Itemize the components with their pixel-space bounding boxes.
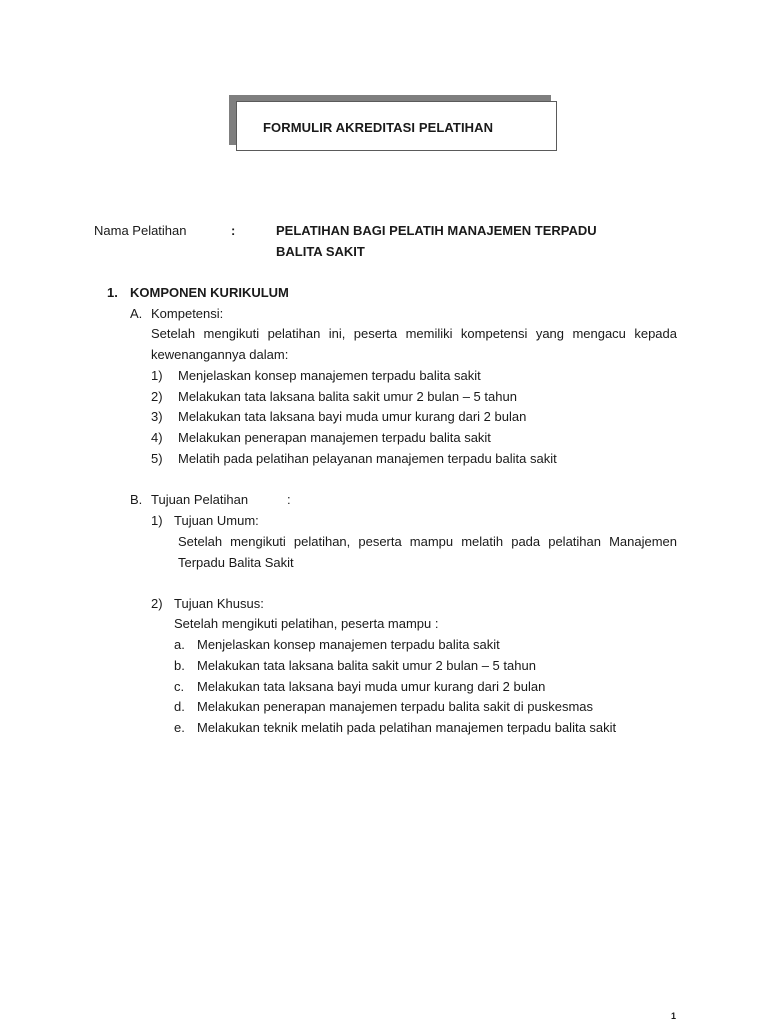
tujuan-khusus-intro: Setelah mengikuti pelatihan, peserta mampu :: [174, 616, 439, 631]
kompetensi-intro-line2: kewenangannya dalam:: [151, 347, 289, 362]
kompetensi-item-number: 1): [151, 368, 163, 383]
section-number: 1.: [107, 285, 118, 300]
kompetensi-intro-line1: Setelah mengikuti pelatihan ini, peserta memiliki kompetensi yang mengacu kepada: [151, 326, 677, 341]
tujuan-khusus-heading: Tujuan Khusus:: [174, 596, 264, 611]
tujuan-umum-line2: Terpadu Balita Sakit: [178, 555, 294, 570]
tujuan-khusus-item-letter: b.: [174, 658, 185, 673]
nama-pelatihan-colon: :: [231, 223, 236, 238]
subsection-b-colon: :: [287, 492, 291, 507]
section-heading: KOMPONEN KURIKULUM: [130, 285, 289, 300]
page-number: 1: [671, 1011, 677, 1021]
tujuan-umum-number: 1): [151, 513, 163, 528]
tujuan-umum-heading: Tujuan Umum:: [174, 513, 259, 528]
nama-pelatihan-label: Nama Pelatihan: [94, 223, 187, 238]
tujuan-khusus-item-text: Melakukan penerapan manajemen terpadu balita sakit di puskesmas: [197, 699, 594, 714]
kompetensi-item-text: Melakukan tata laksana balita sakit umur 2 bulan – 5 tahun: [178, 389, 517, 404]
kompetensi-item-text: Melakukan tata laksana bayi muda umur kurang dari 2 bulan: [178, 409, 527, 424]
kompetensi-item-text: Menjelaskan konsep manajemen terpadu balita sakit: [178, 368, 481, 383]
tujuan-khusus-item-letter: e.: [174, 720, 185, 735]
kompetensi-item-text: Melakukan penerapan manajemen terpadu balita sakit: [178, 430, 491, 445]
title-box: [236, 101, 557, 151]
tujuan-umum-line1: Setelah mengikuti pelatihan, peserta mampu melatih pada pelatihan Manajemen: [178, 534, 677, 549]
nama-pelatihan-value-line2: BALITA SAKIT: [276, 244, 365, 259]
subsection-a-heading: Kompetensi:: [151, 306, 224, 321]
subsection-a-letter: A.: [130, 306, 143, 321]
tujuan-khusus-item-letter: d.: [174, 699, 185, 714]
subsection-b-heading: Tujuan Pelatihan: [151, 492, 249, 507]
nama-pelatihan-value-line1: PELATIHAN BAGI PELATIH MANAJEMEN TERPADU: [276, 223, 597, 238]
subsection-b-letter: B.: [130, 492, 143, 507]
kompetensi-item-number: 5): [151, 451, 163, 466]
tujuan-khusus-item-letter: a.: [174, 637, 185, 652]
tujuan-khusus-item-text: Melakukan teknik melatih pada pelatihan manajemen terpadu balita sakit: [197, 720, 617, 735]
kompetensi-item-text: Melatih pada pelatihan pelayanan manajemen terpadu balita sakit: [178, 451, 557, 466]
kompetensi-item-number: 4): [151, 430, 163, 445]
tujuan-khusus-item-text: Menjelaskan konsep manajemen terpadu balita sakit: [197, 637, 500, 652]
tujuan-khusus-number: 2): [151, 596, 163, 611]
tujuan-khusus-item-letter: c.: [174, 679, 185, 694]
tujuan-khusus-item-text: Melakukan tata laksana balita sakit umur 2 bulan – 5 tahun: [197, 658, 536, 673]
kompetensi-item-number: 2): [151, 389, 163, 404]
tujuan-khusus-item-text: Melakukan tata laksana bayi muda umur kurang dari 2 bulan: [197, 679, 546, 694]
kompetensi-item-number: 3): [151, 409, 163, 424]
document-title: FORMULIR AKREDITASI PELATIHAN: [263, 120, 494, 135]
